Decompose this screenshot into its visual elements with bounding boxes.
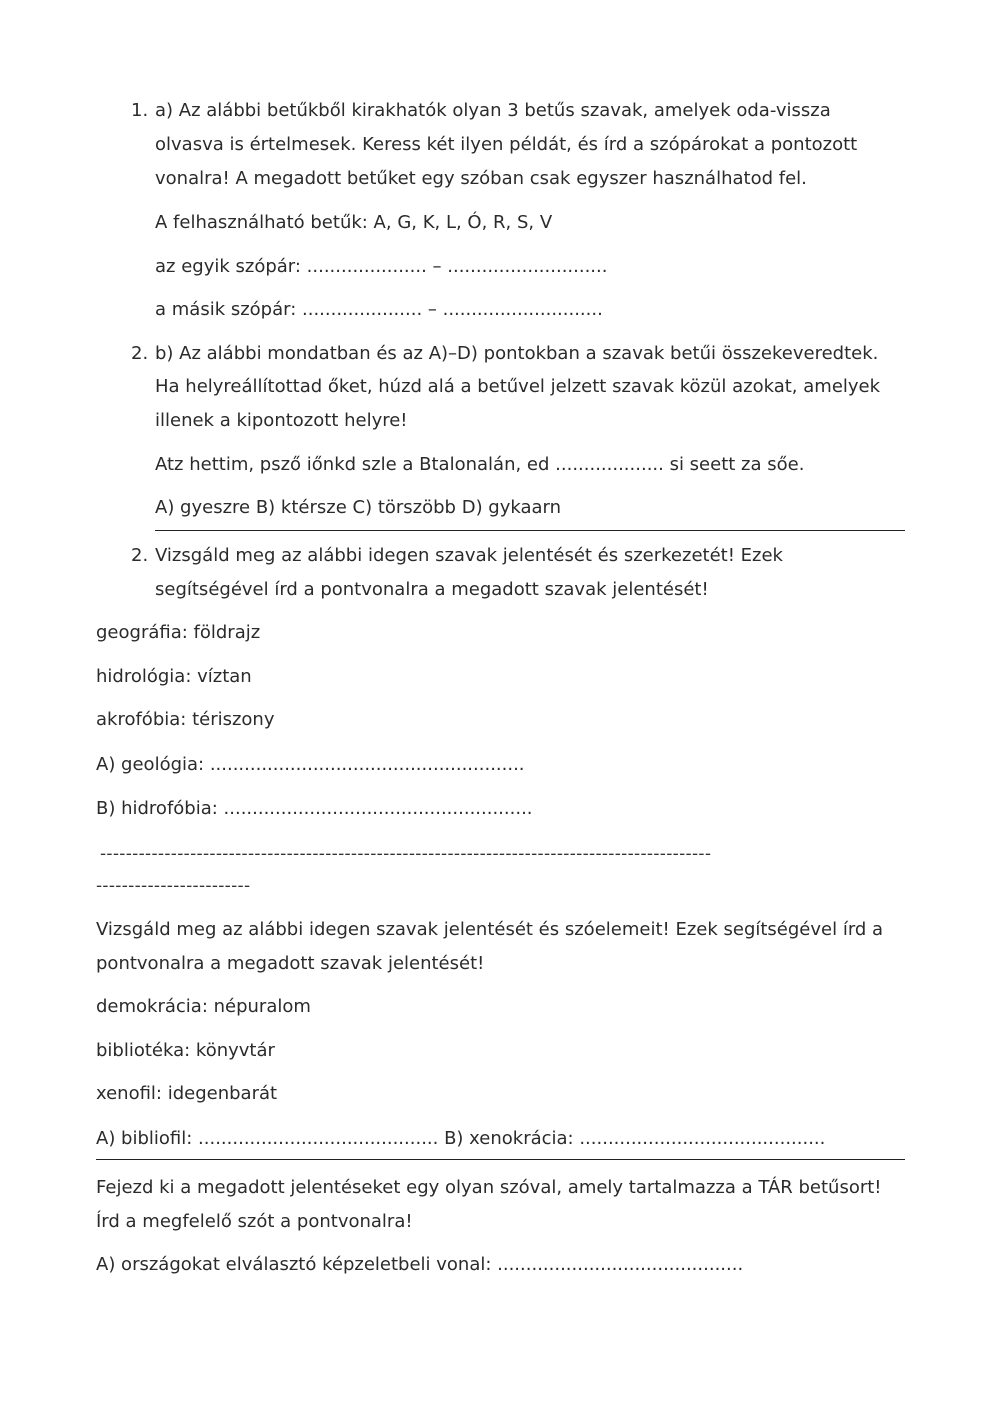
section-divider	[96, 1159, 905, 1160]
example-word: xenofil: idegenbarát	[96, 1083, 278, 1104]
example-word: akrofóbia: tériszony	[96, 709, 275, 730]
question-2-line-2: segítségével írd a pontvonalra a megadott szavak jelentését!	[155, 579, 709, 600]
question-2-line-1: Vizsgáld meg az alábbi idegen szavak jelentését és szerkezetét! Ezek	[155, 545, 783, 566]
question-number: 2.	[131, 343, 149, 364]
example-word: hidrológia: víztan	[96, 666, 252, 687]
answer-field-hidrofobia[interactable]: B) hidrofóbia: ......................................................	[96, 798, 533, 819]
question-1-line-3: vonalra! A megadott betűket egy szóban csak egyszer használhatod fel.	[155, 168, 807, 189]
question-4-line-1: Fejezd ki a megadott jelentéseket egy olyan szóval, amely tartalmazza a TÁR betűsort!	[96, 1177, 882, 1198]
example-word: geográfia: földrajz	[96, 622, 261, 643]
question-4-line-2: Írd a megfelelő szót a pontvonalra!	[96, 1211, 413, 1232]
answer-field-geologia[interactable]: A) geológia: .......................................................	[96, 754, 525, 775]
word-pair-1-field[interactable]: az egyik szópár: ..................... – ............................	[155, 256, 608, 277]
dashed-separator: -----------------------------------------------------------------------------------------------	[100, 844, 712, 864]
question-number: 1.	[131, 100, 149, 121]
question-1b-line-3: illenek a kipontozott helyre!	[155, 410, 408, 431]
example-word: bibliotéka: könyvtár	[96, 1040, 275, 1061]
answer-field-hatar[interactable]: A) országokat elválasztó képzeletbeli vonal: ...........................................	[96, 1254, 744, 1275]
question-number: 2.	[131, 545, 149, 566]
question-1-line-2: olvasva is értelmesek. Keress két ilyen példát, és írd a szópárokat a pontozott	[155, 134, 858, 155]
question-3-line-2: pontvonalra a megadott szavak jelentését!	[96, 953, 485, 974]
dashed-separator: ------------------------	[96, 876, 251, 896]
answer-fields-bibliofil-xenokracia[interactable]: A) bibliofil: .......................................... B) xenokrácia: ...........................................	[96, 1128, 826, 1149]
section-divider	[155, 530, 905, 531]
question-1-line-1: a) Az alábbi betűkből kirakhatók olyan 3 betűs szavak, amelyek oda-vissza	[155, 100, 831, 121]
example-word: demokrácia: népuralom	[96, 996, 311, 1017]
scrambled-sentence[interactable]: Atz hettim, psző iőnkd szle a Btalonalán, ed ................... si seett za sőe.	[155, 454, 805, 475]
scrambled-options[interactable]: A) gyeszre B) ktérsze C) törszöbb D) gykaarn	[155, 497, 562, 518]
available-letters: A felhasználható betűk: A, G, K, L, Ó, R, S, V	[155, 212, 553, 233]
question-1b-line-2: Ha helyreállítottad őket, húzd alá a betűvel jelzett szavak közül azokat, amelyek	[155, 376, 881, 397]
question-1b-line-1: b) Az alábbi mondatban és az A)–D) pontokban a szavak betűi összekeveredtek.	[155, 343, 879, 364]
question-3-line-1: Vizsgáld meg az alábbi idegen szavak jelentését és szóelemeit! Ezek segítségével írd a	[96, 919, 884, 940]
word-pair-2-field[interactable]: a másik szópár: ..................... – ............................	[155, 299, 603, 320]
